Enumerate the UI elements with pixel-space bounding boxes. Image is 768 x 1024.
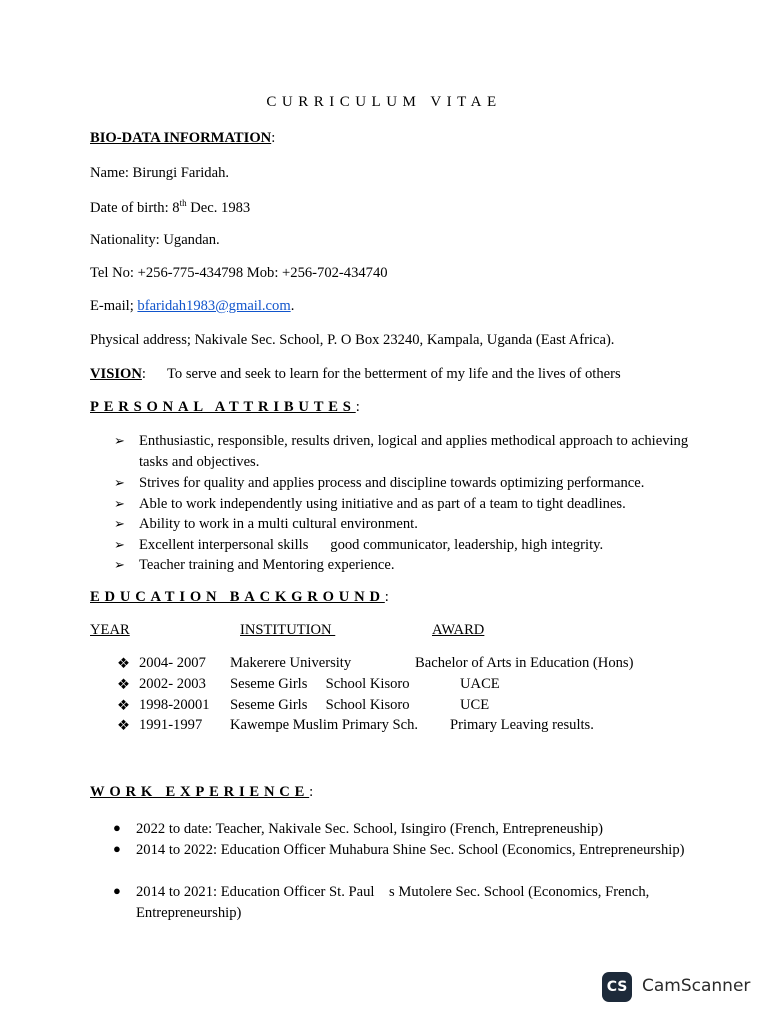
- bullet-dot-icon: ●: [113, 883, 121, 898]
- education-institution: Seseme Girls School Kisoro: [230, 697, 410, 713]
- diamond-bullet-icon: ❖: [117, 677, 131, 693]
- education-institution: Makerere University: [230, 655, 352, 671]
- list-item: Able to work independently using initiative and as part of a team to tight deadlines.: [139, 496, 626, 512]
- education-institution: Seseme Girls School Kisoro: [230, 676, 410, 692]
- bio-telephone: Tel No: +256-775-434798 Mob: +256-702-434740: [90, 265, 388, 281]
- arrow-bullet-icon: ➢: [114, 557, 125, 572]
- list-item: Excellent interpersonal skills good communicator, leadership, high integrity.: [139, 537, 604, 553]
- bio-nationality: Nationality: Ugandan.: [90, 232, 220, 248]
- education-year: 1991-1997: [139, 717, 203, 733]
- column-header-institution: INSTITUTION: [240, 622, 336, 638]
- education-award: UCE: [460, 697, 490, 713]
- bio-email-line: E-mail; bfaridah1983@gmail.com.: [90, 298, 295, 314]
- camscanner-logo-icon: CS: [602, 972, 632, 1002]
- bio-date-of-birth: Date of birth: 8th Dec. 1983: [90, 198, 251, 216]
- diamond-bullet-icon: ❖: [117, 656, 131, 672]
- document-title: CURRICULUM VITAE: [266, 94, 502, 110]
- education-heading: EDUCATION BACKGROUND:: [90, 589, 389, 605]
- education-award: Primary Leaving results.: [450, 717, 594, 733]
- education-award: UACE: [460, 676, 500, 692]
- bullet-dot-icon: ●: [113, 841, 121, 856]
- list-item: Enthusiastic, responsible, results driven, logical and applies methodical approach to achieving tasks and objectives.: [139, 433, 689, 470]
- diamond-bullet-icon: ❖: [117, 718, 131, 734]
- bio-name: Name: Birungi Faridah.: [90, 165, 230, 181]
- diamond-bullet-icon: ❖: [117, 698, 131, 714]
- arrow-bullet-icon: ➢: [114, 496, 125, 511]
- list-item: 2014 to 2021: Education Officer St. Paul s Mutolere Sec. School (Economics, French, Entrepreneurship): [136, 884, 653, 921]
- bullet-dot-icon: ●: [113, 820, 121, 835]
- list-item: 2022 to date: Teacher, Nakivale Sec. School, Isingiro (French, Entrepreneuship): [136, 821, 604, 837]
- column-header-year: YEAR: [90, 622, 130, 638]
- education-year: 2002- 2003: [139, 676, 206, 692]
- bio-address: Physical address; Nakivale Sec. School, P. O Box 23240, Kampala, Uganda (East Africa).: [90, 332, 615, 348]
- vision-text: To serve and seek to learn for the betterment of my life and the lives of others: [167, 366, 621, 382]
- education-year: 1998-20001: [139, 697, 210, 713]
- education-institution: Kawempe Muslim Primary Sch.: [230, 717, 419, 733]
- column-header-award: AWARD: [432, 622, 485, 638]
- arrow-bullet-icon: ➢: [114, 537, 125, 552]
- education-award: Bachelor of Arts in Education (Hons): [415, 655, 634, 671]
- arrow-bullet-icon: ➢: [114, 475, 125, 490]
- vision-label: VISION: [90, 366, 142, 382]
- list-item: Ability to work in a multi cultural environment.: [139, 516, 418, 532]
- arrow-bullet-icon: ➢: [114, 516, 125, 531]
- camscanner-watermark-text: CamScanner: [642, 976, 751, 996]
- email-link[interactable]: bfaridah1983@gmail.com: [137, 298, 291, 314]
- education-year: 2004- 2007: [139, 655, 206, 671]
- arrow-bullet-icon: ➢: [114, 433, 125, 448]
- bio-section-heading: BIO-DATA INFORMATION:: [90, 130, 276, 146]
- attributes-heading: PERSONAL ATTRIBUTES:: [90, 399, 360, 415]
- list-item: Teacher training and Mentoring experience.: [139, 557, 395, 573]
- vision-line: VISION:: [90, 366, 146, 382]
- list-item: 2014 to 2022: Education Officer Muhabura Shine Sec. School (Economics, Entrepreneurship): [136, 842, 685, 858]
- work-heading: WORK EXPERIENCE:: [90, 784, 314, 800]
- list-item: Strives for quality and applies process and discipline towards optimizing performance.: [139, 475, 645, 491]
